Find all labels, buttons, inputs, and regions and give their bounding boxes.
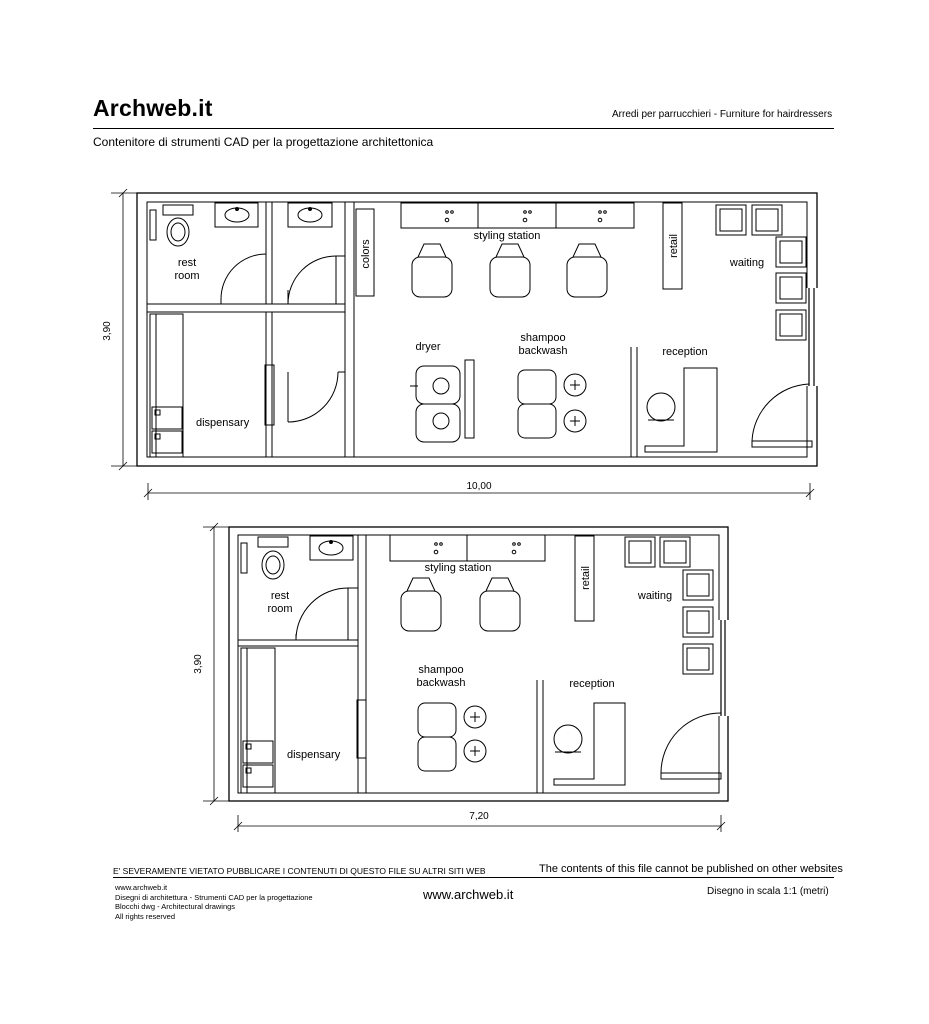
width-dimension-label: 7,20	[469, 811, 489, 822]
sink-icon	[215, 203, 258, 227]
door-swing-icon	[661, 713, 721, 779]
footer-site-link[interactable]: www.archweb.it	[423, 887, 514, 902]
styling-chair-icon	[401, 578, 441, 631]
waiting-chair-icon	[683, 644, 713, 674]
dryer-chair-icon	[410, 366, 460, 404]
plan-small	[193, 523, 730, 832]
sink-icon	[288, 203, 332, 227]
door-swing-icon	[296, 588, 358, 640]
dryer-chair-icon	[416, 404, 460, 442]
label-colors: colors	[360, 239, 372, 269]
label-styling-station: styling station	[424, 562, 492, 574]
backwash-chair-icon	[418, 703, 486, 737]
reception-chair-icon	[647, 393, 675, 421]
label-rest: rest	[177, 257, 197, 269]
reception-chair-icon	[554, 725, 582, 753]
label-backwash: backwash	[518, 345, 568, 357]
height-dimension	[111, 189, 137, 470]
height-dimension-label: 3,90	[193, 654, 204, 674]
height-dimension-label: 3,90	[102, 321, 113, 341]
styling-counter	[401, 203, 634, 228]
door-swing-icon	[221, 254, 266, 304]
waiting-chair-icon	[776, 310, 806, 340]
styling-counter	[390, 535, 545, 561]
waiting-chair-icon	[683, 570, 713, 600]
label-room: room	[174, 270, 200, 282]
footer-rule	[113, 877, 834, 878]
styling-chair-icon	[412, 244, 452, 297]
label-room: room	[267, 603, 293, 615]
label-styling-station: styling station	[473, 230, 541, 242]
backwash-chair-icon	[518, 370, 586, 404]
label-rest: rest	[270, 590, 290, 602]
width-dimension-label: 10,00	[466, 481, 492, 492]
label-waiting: waiting	[637, 590, 673, 602]
label-retail: retail	[668, 234, 680, 258]
dryer-divider	[465, 360, 474, 438]
copyright-warning-it: E' SEVERAMENTE VIETATO PUBBLICARE I CONTENUTI DI QUESTO FILE SU ALTRI SITI WEB	[113, 866, 486, 876]
toilet-icon	[258, 537, 288, 579]
label-dispensary: dispensary	[287, 749, 341, 761]
styling-chair-icon	[490, 244, 530, 297]
label-backwash: backwash	[416, 677, 466, 689]
waiting-chair-icon	[683, 607, 713, 637]
label-shampoo: shampoo	[418, 664, 464, 676]
label-shampoo: shampoo	[520, 332, 566, 344]
waiting-chair-icon	[776, 237, 806, 267]
grab-bar-icon	[241, 543, 247, 573]
footer-line: www.archweb.it	[115, 883, 168, 892]
grab-bar-icon	[150, 210, 156, 240]
waiting-chair-icon	[625, 537, 655, 567]
label-reception: reception	[569, 678, 615, 690]
door-swing-icon	[752, 384, 812, 447]
footer-line: Disegni di architettura - Strumenti CAD per la progettazione	[115, 892, 313, 902]
waiting-chair-icon	[776, 273, 806, 303]
reception-desk	[537, 680, 625, 793]
door-swing-icon	[288, 256, 345, 304]
header-tagline: Contenitore di strumenti CAD per la progettazione architettonica	[93, 135, 434, 149]
footer-line: Blocchi dwg - Architectural drawings	[115, 902, 236, 911]
footer-line: All rights reserved	[115, 911, 176, 921]
label-dryer: dryer	[415, 341, 441, 353]
waiting-chair-icon	[716, 205, 746, 235]
height-dimension	[203, 523, 229, 805]
header-subtitle: Arredi per parrucchieri - Furniture for hairdressers	[612, 109, 833, 120]
brand-title: Archweb.it	[93, 95, 213, 121]
label-reception: reception	[662, 346, 708, 358]
footer-credits	[115, 883, 375, 921]
toilet-icon	[163, 205, 193, 246]
backwash-chair-icon	[418, 737, 486, 771]
waiting-chair-icon	[752, 205, 782, 235]
sink-icon	[310, 536, 353, 560]
label-retail: retail	[580, 566, 592, 590]
label-dispensary: dispensary	[196, 417, 250, 429]
door-swing-icon	[288, 372, 345, 422]
styling-chair-icon	[480, 578, 520, 631]
backwash-chair-icon	[518, 404, 586, 438]
waiting-chair-icon	[660, 537, 690, 567]
scale-note: Disegno in scala 1:1 (metri)	[707, 886, 829, 897]
label-waiting: waiting	[729, 257, 765, 269]
copyright-warning-en: The contents of this file cannot be published on other websites	[539, 863, 843, 875]
styling-chair-icon	[567, 244, 607, 297]
plan-large	[102, 189, 818, 500]
